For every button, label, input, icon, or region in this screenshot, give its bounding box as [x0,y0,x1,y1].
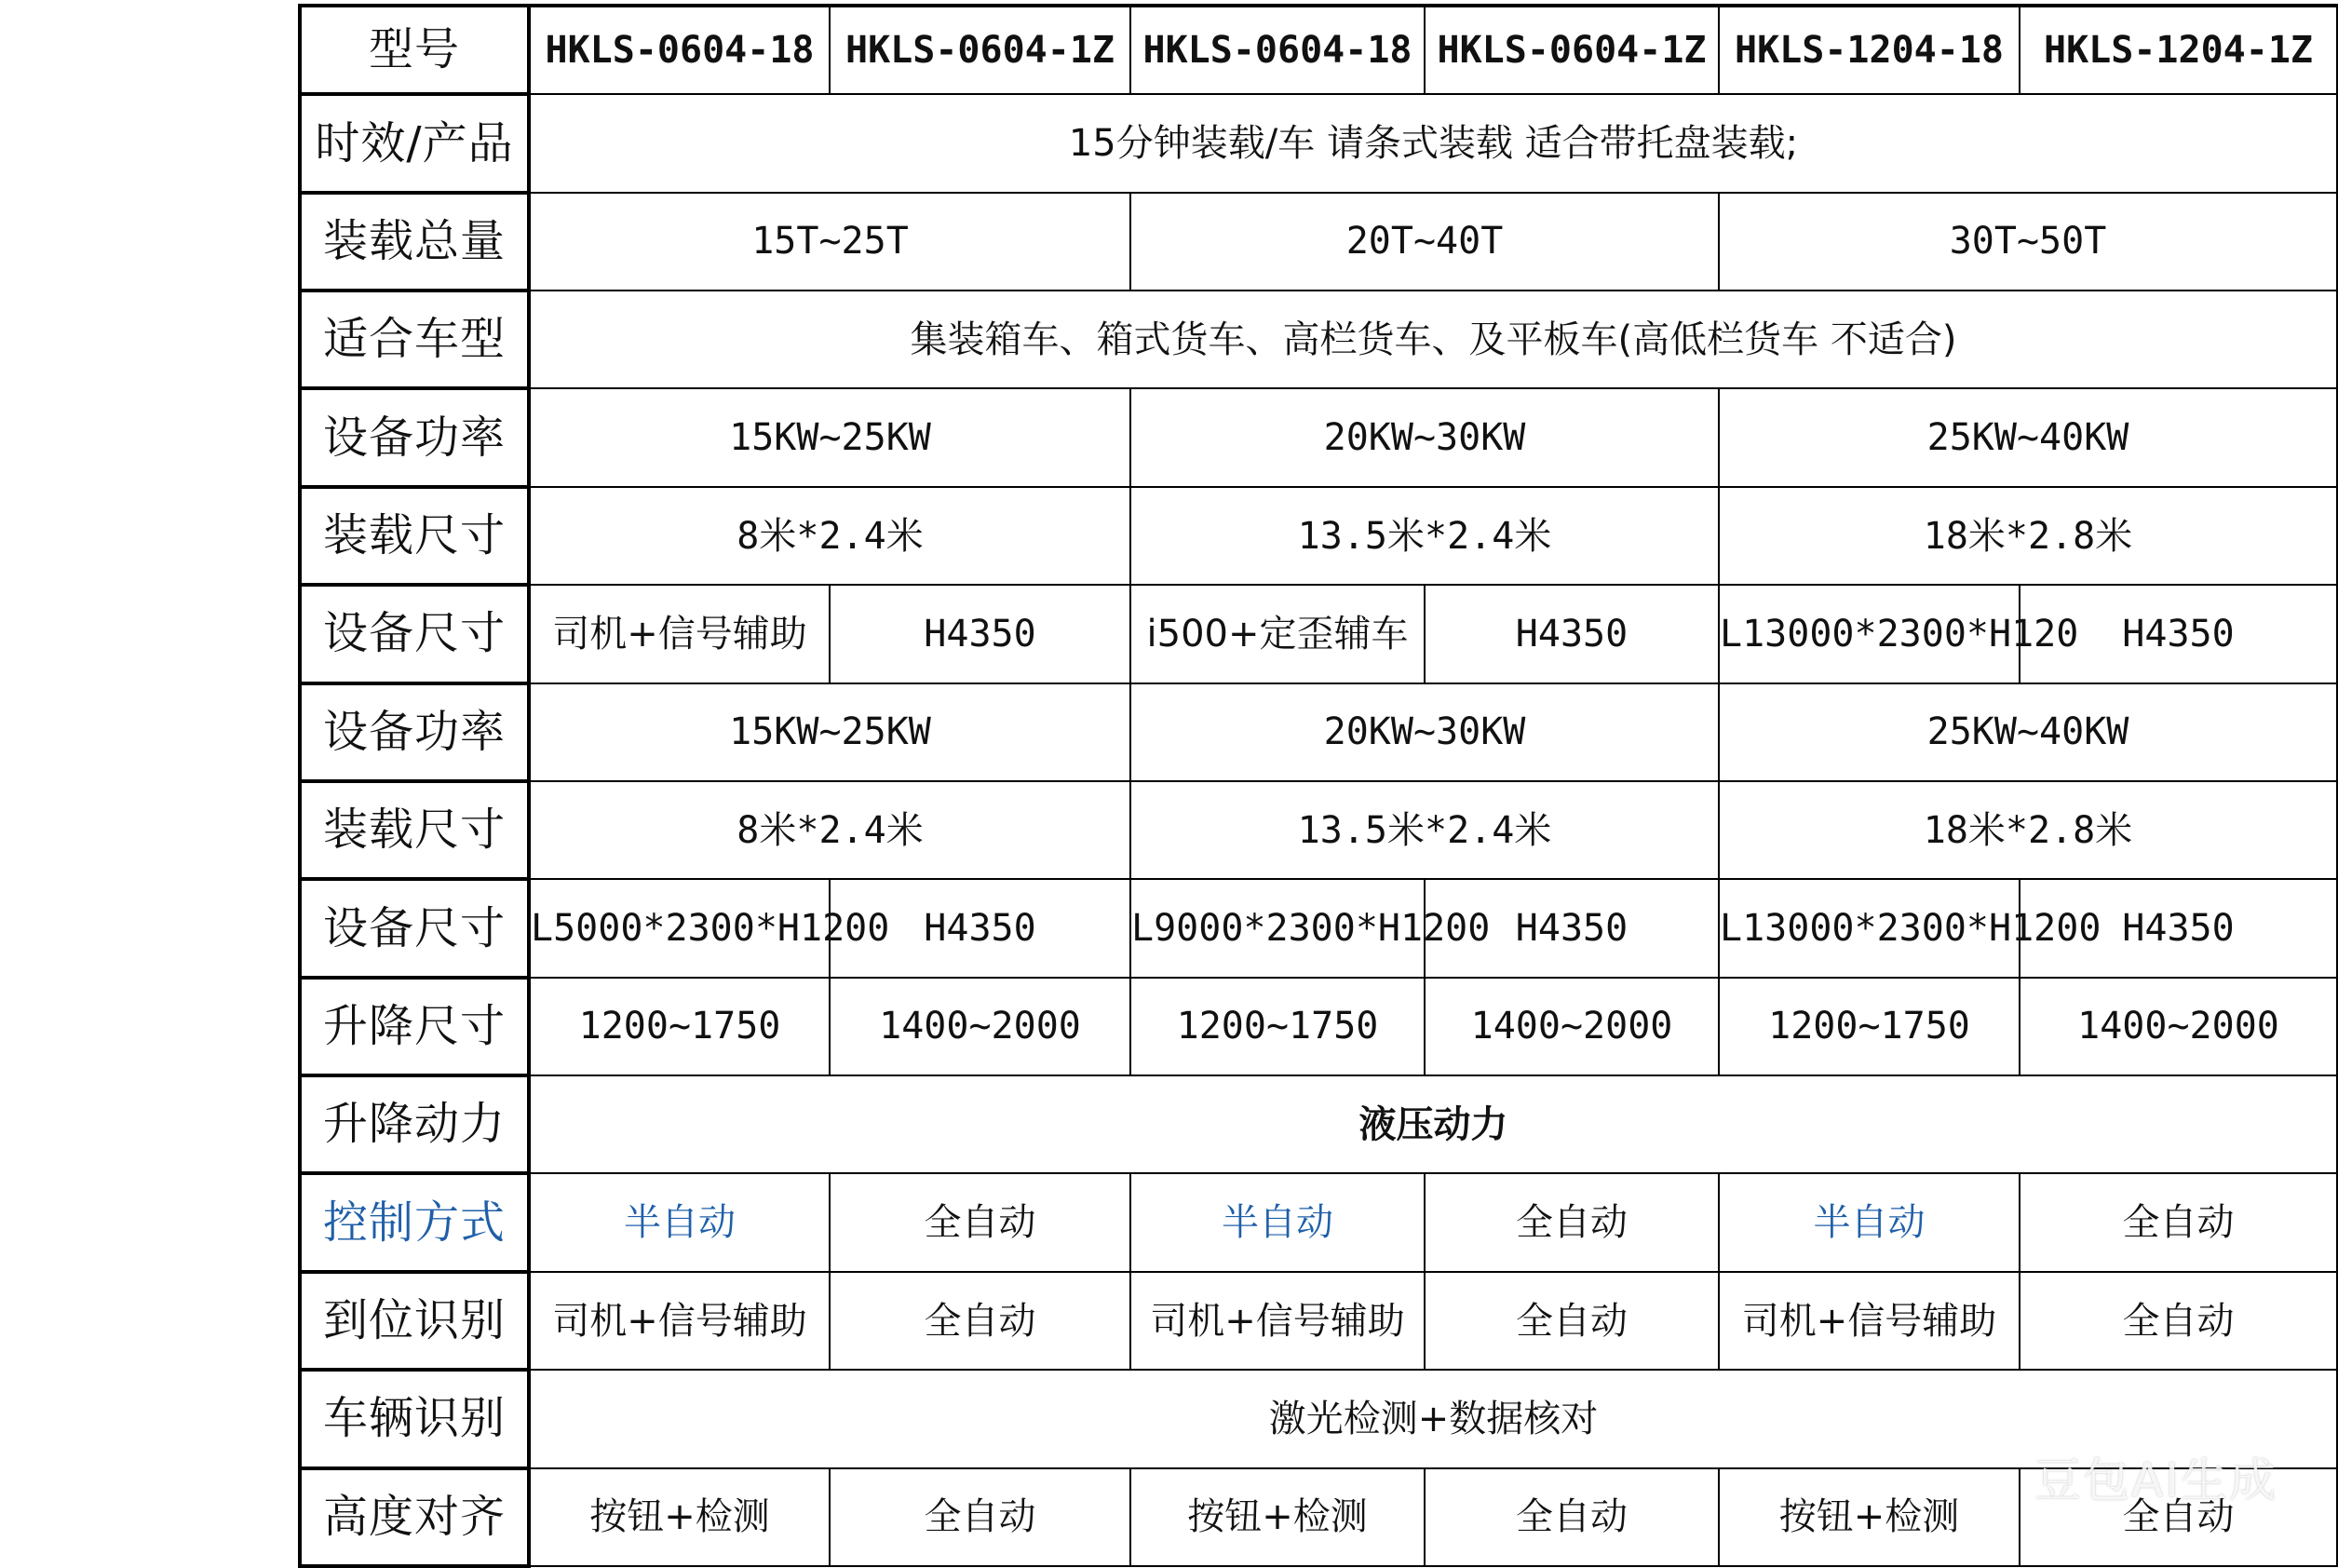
row-label: 设备尺寸 [300,585,529,683]
model-cell: HKLS-0604-18 [1130,6,1425,94]
model-cell: HKLS-1204-18 [1719,6,2020,94]
control-mode-cell: 半自动 [1130,1173,1425,1271]
equip-size-cell: i500+定歪辅车 [1130,585,1425,683]
height-align-cell: 按钮+检测 [1719,1468,2020,1566]
row-label: 时效/产品 [300,94,529,192]
power-cell: 15KW~25KW [529,683,1130,781]
load-size-cell: 13.5米*2.4米 [1130,781,1719,879]
equip-size-cell: H4350 [830,879,1130,977]
row-label: 控制方式 [300,1173,529,1271]
lift-size-row [300,978,2337,1075]
position-detect-cell: 司机+信号辅助 [1719,1272,2020,1370]
row-label: 高度对齐 [300,1468,529,1566]
load-size-row [300,781,2337,879]
load-size-cell: 18米*2.8米 [1719,781,2337,879]
position-detect-cell: 全自动 [830,1272,1130,1370]
power-row [300,683,2337,781]
row-label: 装载尺寸 [300,487,529,585]
header-label: 型号 [300,6,529,94]
row-label: 适合车型 [300,291,529,388]
position-detect-cell: 司机+信号辅助 [529,1272,830,1370]
vehicle-detect-row [300,1370,2337,1467]
equip-size-cell: L5000*2300*H1200 [529,879,830,977]
lift-power-row [300,1075,2337,1173]
position-detect-row [300,1272,2337,1370]
lift-power-value: 液压动力 [529,1075,2337,1173]
power-cell: 20KW~30KW [1130,388,1719,486]
model-cell: HKLS-0604-1Z [1425,6,1719,94]
equip-size-cell: L13000*2300*H120 [1719,585,2020,683]
equip-size-cell: H4350 [1425,879,1719,977]
power-cell: 25KW~40KW [1719,388,2337,486]
product-value: 15分钟装载/车 请条式装载 适合带托盘装载; [529,94,2337,192]
product-row [300,94,2337,192]
height-align-cell: 全自动 [830,1468,1130,1566]
equip-size-cell: L13000*2300*H1200 [1719,879,2020,977]
control-mode-cell: 全自动 [830,1173,1130,1271]
equip-size-row [300,879,2337,977]
position-detect-cell: 全自动 [1425,1272,1719,1370]
load-size-cell: 18米*2.8米 [1719,487,2337,585]
equip-size-cell: 司机+信号辅助 [529,585,830,683]
equip-size-row [300,585,2337,683]
load-size-cell: 13.5米*2.4米 [1130,487,1719,585]
height-align-row [300,1468,2337,1566]
row-label: 设备尺寸 [300,879,529,977]
total-load-cell: 30T~50T [1719,193,2337,291]
load-size-cell: 8米*2.4米 [529,781,1130,879]
total-load-cell: 20T~40T [1130,193,1719,291]
power-cell: 15KW~25KW [529,388,1130,486]
control-mode-cell: 半自动 [529,1173,830,1271]
vehicle-types-value: 集装箱车、箱式货车、高栏货车、及平板车(高低栏货车 不适合) [529,291,2337,388]
row-label: 升降动力 [300,1075,529,1173]
header-row [300,6,2337,94]
height-align-cell: 全自动 [1425,1468,1719,1566]
row-label: 到位识别 [300,1272,529,1370]
lift-size-cell: 1400~2000 [830,978,1130,1075]
row-label: 设备功率 [300,683,529,781]
equip-size-cell: L9000*2300*H1200 [1130,879,1425,977]
lift-size-cell: 1400~2000 [2020,978,2337,1075]
height-align-cell: 全自动 [2020,1468,2337,1566]
power-cell: 25KW~40KW [1719,683,2337,781]
equip-size-cell: H4350 [2020,585,2337,683]
control-mode-row [300,1173,2337,1271]
model-cell: HKLS-0604-18 [529,6,830,94]
total-load-cell: 15T~25T [529,193,1130,291]
control-mode-cell: 全自动 [2020,1173,2337,1271]
height-align-cell: 按钮+检测 [1130,1468,1425,1566]
row-label: 装载总量 [300,193,529,291]
position-detect-cell: 全自动 [2020,1272,2337,1370]
model-cell: HKLS-1204-1Z [2020,6,2337,94]
equip-size-cell: H4350 [830,585,1130,683]
lift-size-cell: 1200~1750 [1719,978,2020,1075]
ai-watermark: 豆包AI生成 [2034,1453,2277,1507]
position-detect-cell: 司机+信号辅助 [1130,1272,1425,1370]
power-row [300,388,2337,486]
control-mode-cell: 全自动 [1425,1173,1719,1271]
row-label: 设备功率 [300,388,529,486]
vehicle-types-row [300,291,2337,388]
lift-size-cell: 1200~1750 [529,978,830,1075]
lift-size-cell: 1200~1750 [1130,978,1425,1075]
height-align-cell: 按钮+检测 [529,1468,830,1566]
total-load-row [300,193,2337,291]
row-label: 车辆识别 [300,1370,529,1467]
equip-size-cell: H4350 [2020,879,2337,977]
load-size-cell: 8米*2.4米 [529,487,1130,585]
equip-size-cell: H4350 [1425,585,1719,683]
control-mode-cell: 半自动 [1719,1173,2020,1271]
row-label: 升降尺寸 [300,978,529,1075]
model-cell: HKLS-0604-1Z [830,6,1130,94]
vehicle-detect-value: 激光检测+数据核对 [529,1370,2337,1467]
spec-table [298,4,2338,1568]
row-label: 装载尺寸 [300,781,529,879]
power-cell: 20KW~30KW [1130,683,1719,781]
lift-size-cell: 1400~2000 [1425,978,1719,1075]
load-size-row [300,487,2337,585]
